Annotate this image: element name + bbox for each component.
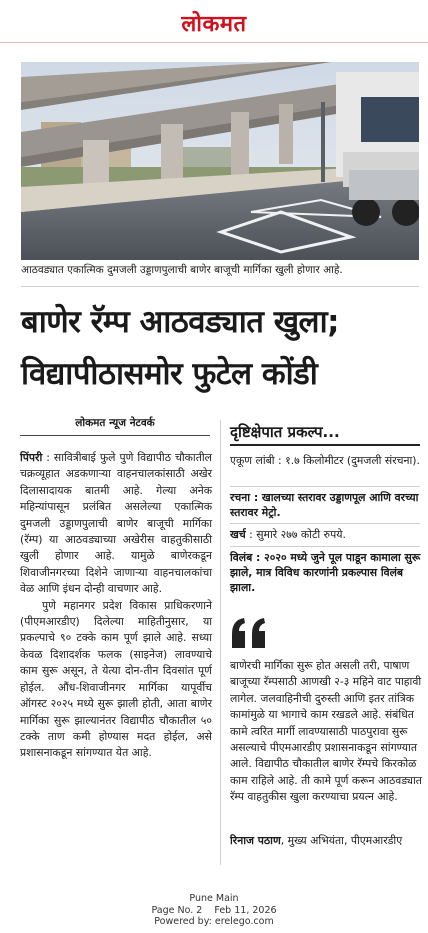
fact-divider (230, 486, 420, 487)
fact-structure-text: रचना : खालच्या स्तरावर उड्डाणपूल आणि वरच्या स्तरावर मेट्रो. (230, 491, 419, 519)
column-divider (220, 420, 221, 865)
article-body (20, 450, 212, 762)
quote-attribution (230, 833, 422, 849)
footer-powered[interactable]: Powered by: erelego.com (154, 916, 274, 927)
photo-caption: आठवड्यात एकात्मिक दुमजली उड्डाणपुलाची बाणेर बाजूची मार्गिका खुली होणार आहे. (21, 264, 343, 276)
flyover-image (21, 62, 419, 260)
fact-divider (230, 546, 420, 547)
fact-cost-label: खर्च (230, 528, 246, 541)
paragraph-1-text: : सावित्रीबाई फुले पुणे विद्यापीठ चौकातील चक्रव्यूहात अडकणाऱ्या वाहनचालकांसाठी अखेर दिलासादायक बातमी आहे. गेल्या अनेक महिन्यांपासून प्रलंबित असलेल्या एकात्मिक दुमजली उड्डाणपुलाची बाणेर बाजूची मार्गिका (रॅम्प) या आठवड्याच्या अखेरीस वाहतुकीसाठी खुली होणार आहे. यामुळे बाणेरकडून शिवाजीनगरच्या दिशेने जाणाऱ्या वाहनचालकांचा वेळ आणि इंधन दोन्ही वाचणार आहे. (20, 451, 212, 596)
masthead-divider (0, 42, 428, 43)
fact-divider (230, 523, 420, 524)
fact-delay-text: विलंब : २०२० मध्ये जुने पूल पाडून कामाला सुरू झाले, मात्र विविध कारणांनी प्रकल्पास विलंब झाला. (230, 551, 421, 594)
footer-edition: Pune Main (189, 893, 239, 904)
quote-text: बाणेरची मार्गिका सुरू होत असली तरी, पाषाण बाजूच्या रॅम्पसाठी आणखी २-३ महिने वाट पाहावी लागेल. जलवाहिनीची दुरुस्ती आणि इतर तांत्रिक कामांमुळे या भागाचे काम रखडले आहे. संबंधित कामे त्वरित मार्गी लावण्यासाठी पाठपुरावा सुरू असल्याचे पीएमआरडीए प्रशासनाकडून सांगण्यात आले. विद्यापीठ चौकातील बाणेर रॅम्पचे किरकोळ काम राहिले आहे. ती कामे पूर्ण करून आठवड्यात रॅम्प वाहतुकीस खुला करण्याचा प्रयत्न आहे. (230, 659, 422, 804)
paragraph-2: पुणे महानगर प्रदेश विकास प्राधिकरणाने (पीएमआरडीए) दिलेल्या माहितीनुसार, या प्रकल्पाचे ९० टक्के काम पूर्ण झाले आहे. सध्या केवळ दिशादर्शक फलक (साइनेज) लावण्याचे काम सुरू असून, ते येत्या दोन-तीन दिवसांत पूर्ण होईल. औंध-शिवाजीनगर मार्गिका यापूर्वीच ऑगस्ट २०२५ मध्ये सुरू झाली होती, आता बाणेर मार्गिका सुरू झाल्यानंतर विद्यापीठ चौकातील ५० टक्के ताण कमी होण्यास मदत होईल, असे प्रशासनाकडून सांगण्यात येत आहे. (20, 598, 212, 760)
sidebar-title: दृष्टिक्षेपात प्रकल्प... (230, 423, 340, 441)
byline-divider (20, 435, 210, 436)
quote-speaker: रिनाज पठाण (230, 834, 281, 847)
fact-length-value: : १.७ किलोमीटर (दुमजली संरचना). (274, 454, 420, 467)
fact-delay (230, 550, 422, 595)
fact-cost-value: : सुमारे २७७ कोटी रुपये. (245, 528, 346, 541)
caption-divider (21, 286, 419, 287)
byline: लोकमत न्यूज नेटवर्क (75, 417, 155, 429)
article-photo (21, 62, 419, 260)
fact-structure (230, 490, 422, 520)
page-footer (0, 893, 428, 928)
fact-length (230, 453, 422, 468)
fact-cost (230, 527, 422, 542)
article-headline (21, 296, 423, 400)
dateline: पिंपरी (20, 451, 43, 464)
quote-icon (230, 616, 270, 650)
headline-line-2: विद्यापीठासमोर फुटेल कोंडी (21, 356, 318, 392)
sidebar-title-rule (230, 444, 420, 446)
fact-length-label: एकूण लांबी (230, 454, 275, 467)
quote-role: , मुख्य अभियंता, पीएमआरडीए (280, 834, 403, 847)
headline-line-1: बाणेर रॅम्प आठवड्यात खुला; (21, 304, 340, 340)
newspaper-logo[interactable]: लोकमत (181, 12, 247, 37)
paragraph-1 (20, 450, 212, 598)
footer-page: Page No. 2 Feb 11, 2026 (151, 904, 277, 916)
masthead (0, 0, 428, 44)
